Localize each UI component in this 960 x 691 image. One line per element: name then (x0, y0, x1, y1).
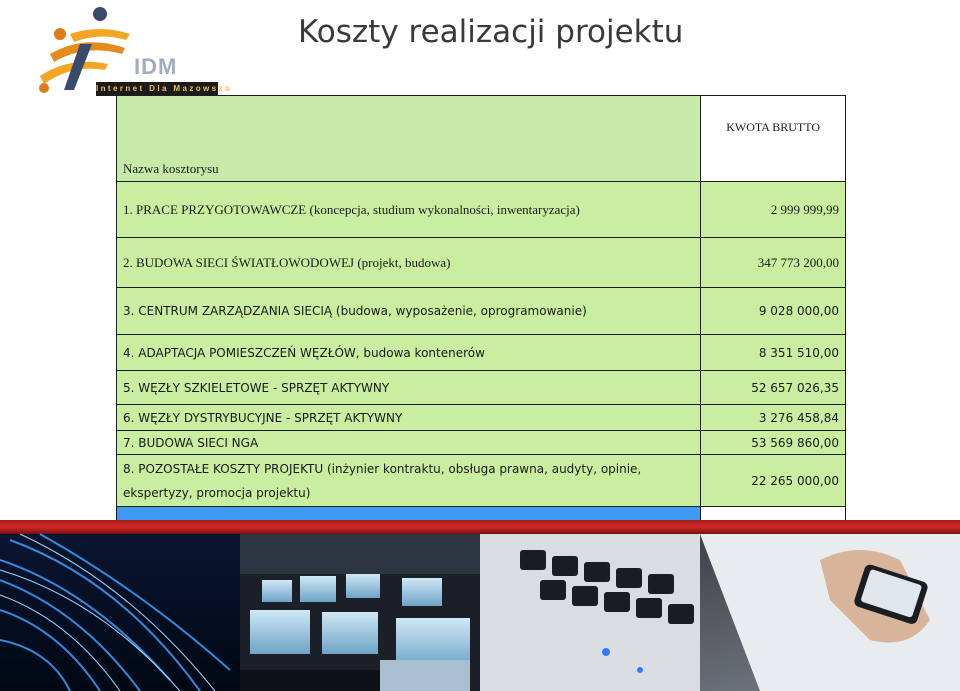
row-amount: 53 569 860,00 (701, 431, 846, 455)
laptop-keyboard-image (480, 534, 960, 691)
logo-tagline: Internet Dla Mazowsza (96, 82, 218, 96)
idm-logo (30, 4, 232, 96)
row-amount: 9 028 000,00 (701, 288, 846, 335)
banner-image (0, 520, 960, 691)
page-title: Koszty realizacji projektu (298, 14, 684, 50)
table-row (117, 431, 846, 455)
table-row (117, 371, 846, 405)
row-name: 6. WĘZŁY DYSTRYBUCYJNE - SPRZĘT AKTYWNY (117, 405, 701, 431)
row-name: 2. BUDOWA SIECI ŚWIATŁOWODOWEJ (projekt, budowa) (117, 238, 701, 288)
row-amount: 2 999 999,99 (701, 182, 846, 238)
table-header-row (117, 96, 846, 182)
row-amount: 22 265 000,00 (701, 455, 846, 507)
row-amount: 8 351 510,00 (701, 335, 846, 371)
computer-lab-image (240, 534, 480, 691)
table-row (117, 238, 846, 288)
header-name: Nazwa kosztorysu (117, 96, 701, 182)
cost-table (116, 95, 846, 556)
row-name: 3. CENTRUM ZARZĄDZANIA SIECIĄ (budowa, wyposażenie, oprogramowanie) (117, 288, 701, 335)
header-amount: KWOTA BRUTTO (701, 96, 846, 182)
fiber-optics-image (0, 534, 240, 691)
row-name: 8. POZOSTAŁE KOSZTY PROJEKTU (inżynier kontraktu, obsługa prawna, audyty, opinie, ekspertyzy, promocja projektu) (117, 455, 701, 507)
row-name: 4. ADAPTACJA POMIESZCZEŃ WĘZŁÓW, budowa kontenerów (117, 335, 701, 371)
table-row (117, 182, 846, 238)
table-row (117, 405, 846, 431)
table-row (117, 288, 846, 335)
table-row (117, 455, 846, 507)
row-name: 1. PRACE PRZYGOTOWAWCZE (koncepcja, studium wykonalności, inwentaryzacja) (117, 182, 701, 238)
row-amount: 52 657 026,35 (701, 371, 846, 405)
row-name: 7. BUDOWA SIECI NGA (117, 431, 701, 455)
logo-text: IDM (134, 54, 178, 79)
row-name: 5. WĘZŁY SZKIELETOWE - SPRZĘT AKTYWNY (117, 371, 701, 405)
row-amount: 347 773 200,00 (701, 238, 846, 288)
table-row (117, 335, 846, 371)
row-amount: 3 276 458,84 (701, 405, 846, 431)
